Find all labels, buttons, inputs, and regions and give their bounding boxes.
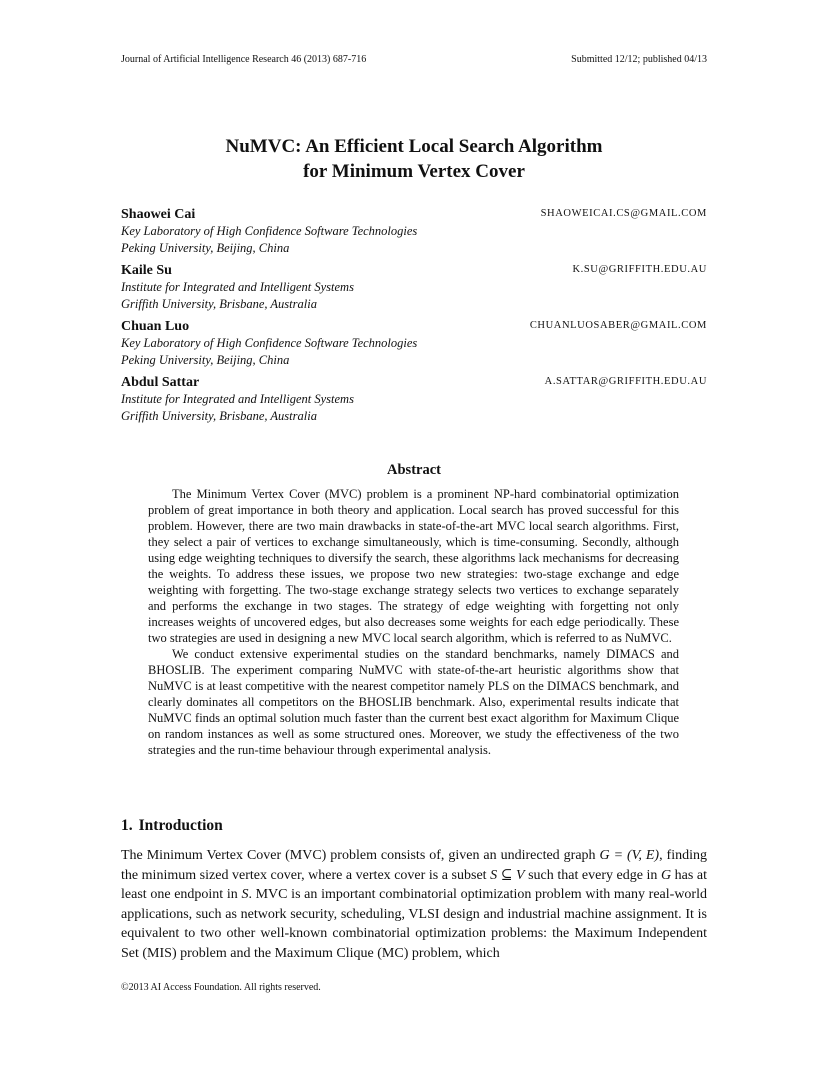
abstract-paragraph: We conduct extensive experimental studies on the standard benchmarks, namely DIMACS and BHOSLIB. The experiment comparing NuMVC with state-of-the-art heuristic algorithms show that NuMVC is at least competitive with the nearest competitor namely PLS on the DIMACS benchmark, and clearly dominates all competitors on the BHOSLIB benchmark. Also, experimental results indicate that NuMVC finds an optimal solution much faster than the current best exact algorithm for Maximum Clique on random instances as well as some structured ones. Moreover, we study the effectiveness of the two strategies and the run-time behaviour through experimental analysis.: [148, 647, 679, 757]
submission-dates: Submitted 12/12; published 04/13: [571, 54, 707, 65]
author-location: Griffith University, Brisbane, Australia: [121, 297, 317, 311]
author-affiliation: Institute for Integrated and Intelligent Systems: [121, 392, 354, 406]
intro-text: , finding the minimum sized vertex cover, where a vertex cover is a subset: [121, 848, 707, 883]
section-number: 1.: [121, 817, 133, 834]
title-line-2: for Minimum Vertex Cover: [303, 161, 525, 182]
author-block: [121, 262, 707, 318]
introduction-paragraph: [121, 846, 707, 963]
author-name: Chuan Luo: [121, 319, 190, 334]
author-name: Shaowei Cai: [121, 207, 196, 222]
author-block: [121, 318, 707, 374]
author-block: [121, 206, 707, 262]
intro-text: The Minimum Vertex Cover (MVC) problem consists of, given an undirected graph: [121, 848, 600, 863]
abstract-paragraph: The Minimum Vertex Cover (MVC) problem is a prominent NP-hard combinatorial optimization problem of great importance in both theory and application. Local search has proved successful for this problem. However, there are two main drawbacks in state-of-the-art MVC local search algorithms. First, they select a pair of vertices to exchange simultaneously, which is time-consuming. Secondly, although using edge weighting techniques to diversify the search, these algorithms lack mechanisms for decreasing the weights. To address these issues, we propose two new strategies: two-stage exchange and edge weighting with forgetting. The two-stage exchange strategy selects two vertices to exchange separately and performs the exchange in two stages. The strategy of edge weighting with forgetting not only increases weights of uncovered edges, but also decreases some weights for each edge periodically. These two strategies are used in designing a new MVC local search algorithm, which is referred to as NuMVC.: [148, 487, 679, 645]
author-affiliation: Key Laboratory of High Confidence Software Technologies: [121, 224, 418, 238]
author-email: K.SU@GRIFFITH.EDU.AU: [572, 264, 707, 275]
copyright-footer: ©2013 AI Access Foundation. All rights reserved.: [121, 982, 321, 993]
intro-text: such that every edge in: [524, 867, 661, 883]
math-s: S: [241, 887, 249, 902]
abstract-heading: Abstract: [387, 462, 441, 478]
author-name: Kaile Su: [121, 263, 172, 278]
abstract-body: [148, 486, 679, 758]
math-graph: G = (V, E): [599, 848, 660, 863]
title-line-1: NuMVC: An Efficient Local Search Algorithm: [225, 136, 603, 157]
author-list: [121, 206, 707, 430]
author-email: CHUANLUOSABER@GMAIL.COM: [529, 320, 707, 331]
author-name: Abdul Sattar: [121, 375, 200, 390]
introduction-body: [121, 846, 707, 963]
author-location: Griffith University, Brisbane, Australia: [121, 409, 317, 423]
author-location: Peking University, Beijing, China: [121, 353, 290, 367]
section-title: Introduction: [138, 817, 223, 834]
section-heading: [121, 817, 223, 835]
author-affiliation: Key Laboratory of High Confidence Software Technologies: [121, 336, 418, 350]
intro-text: . MVC is an important combinatorial optimization problem with many real-world applications, such as network security, scheduling, VLSI design and industrial machine assignment. It is equivalent to two other well-known combinatorial optimization problems: the Maximum Independent Set (MIS) problem and the Maximum Clique (MC) problem, which: [121, 887, 707, 961]
author-affiliation: Institute for Integrated and Intelligent Systems: [121, 280, 354, 294]
math-subset: S ⊆ V: [490, 867, 525, 883]
intro-text: has at least one endpoint in: [121, 867, 707, 902]
author-email: SHAOWEICAI.CS@GMAIL.COM: [540, 208, 707, 219]
author-location: Peking University, Beijing, China: [121, 241, 290, 255]
math-g: G: [660, 867, 672, 883]
running-header: [121, 54, 707, 65]
author-email: A.SATTAR@GRIFFITH.EDU.AU: [544, 376, 707, 387]
author-block: [121, 374, 707, 430]
paper-title: [121, 134, 707, 184]
journal-citation: Journal of Artificial Intelligence Research 46 (2013) 687-716: [121, 54, 367, 65]
